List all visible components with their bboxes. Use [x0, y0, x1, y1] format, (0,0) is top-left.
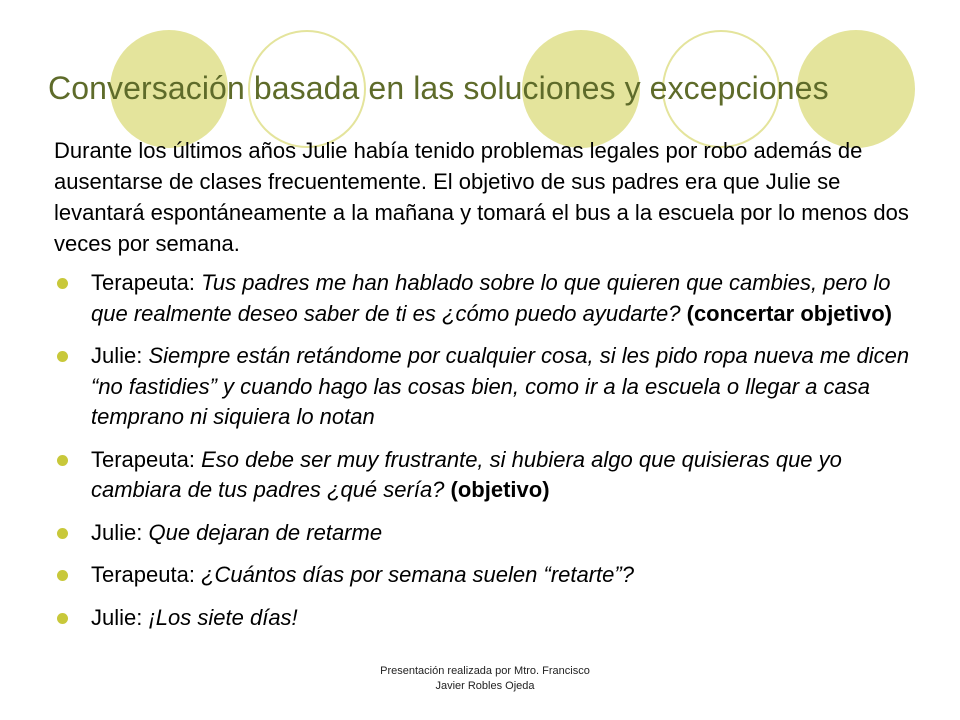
note-text: (concertar objetivo)	[680, 300, 892, 326]
quote-text: ¡Los siete días!	[148, 604, 298, 630]
quote-text: Siempre están retándome por cualquier cosa, si les pido ropa nueva me dicen “no fastidies” y cuando hago las cosas bien, como ir a la escuela o llegar a casa temprano ni siquiera lo notan	[91, 343, 910, 429]
note-text: (objetivo)	[444, 477, 550, 502]
speaker-label: Julie:	[91, 343, 149, 368]
dialogue-item	[54, 445, 924, 506]
dialogue-item	[54, 560, 924, 591]
bullet-icon	[57, 528, 68, 539]
dialogue-item	[54, 603, 924, 634]
quote-text: Eso debe ser muy frustrante, si hubiera algo que quisieras que yo cambiara de tus padres ¿qué sería?	[91, 446, 842, 502]
footer-credit	[340, 664, 630, 694]
speaker-label: Julie:	[91, 604, 149, 630]
speaker-label: Julie:	[91, 519, 149, 545]
bullet-icon	[57, 570, 68, 581]
bullet-icon	[57, 613, 68, 624]
speaker-label: Terapeuta:	[91, 270, 202, 295]
bullet-icon	[57, 278, 68, 289]
speaker-label: Terapeuta:	[91, 446, 202, 472]
speaker-label: Terapeuta:	[91, 562, 202, 587]
quote-text: Que dejaran de retarme	[148, 519, 383, 545]
footer-line-1: Presentación realizada por Mtro. Francisco	[380, 665, 590, 677]
intro-paragraph: Durante los últimos años Julie había tenido problemas legales por robo además de ausentarse de clases frecuentemente. El objetivo de sus padres era que Julie se levantará espontáneamente a la mañana y tomará el bus a la escuela por lo menos dos veces por semana.	[54, 138, 909, 256]
bullet-icon	[57, 351, 68, 362]
dialogue-item	[54, 518, 924, 549]
dialogue-list	[54, 268, 924, 645]
quote-text: Tus padres me han hablado sobre lo que quieren que cambies, pero lo que realmente deseo saber de ti es ¿cómo puedo ayudarte?	[91, 270, 891, 326]
dialogue-item	[54, 268, 924, 329]
slide-title: Conversación basada en las soluciones y excepciones	[48, 70, 829, 106]
dialogue-item	[54, 341, 924, 433]
quote-text: ¿Cuántos días por semana suelen “retarte”?	[201, 562, 634, 587]
footer-line-2: Javier Robles Ojeda	[435, 680, 535, 692]
bullet-icon	[57, 455, 68, 466]
